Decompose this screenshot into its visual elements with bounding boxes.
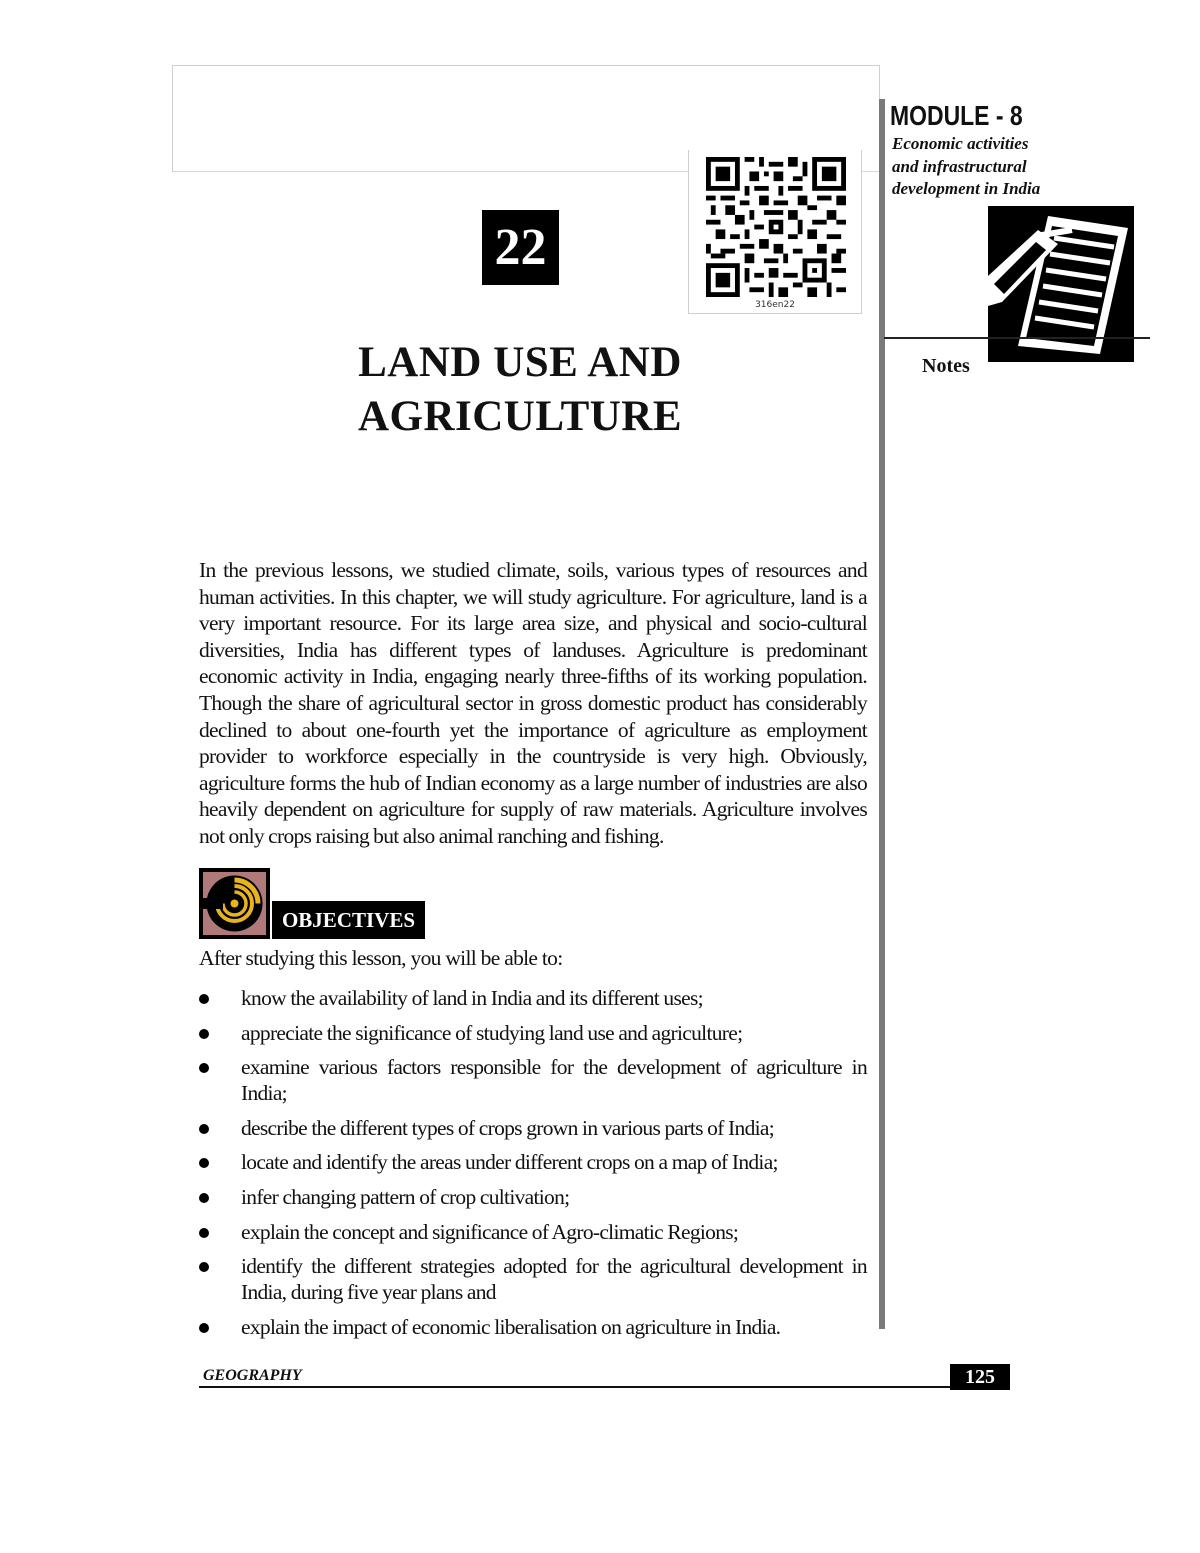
- objectives-target-icon: [199, 868, 270, 939]
- objective-item: [199, 1219, 867, 1245]
- objective-item: [199, 1149, 867, 1175]
- bullet-icon: [199, 1193, 209, 1203]
- objective-item: [199, 1253, 867, 1305]
- qr-code-label: 316en22: [755, 300, 795, 310]
- objective-text: describe the different types of crops grown in various parts of India;: [241, 1115, 775, 1140]
- chapter-title: [300, 336, 740, 444]
- module-subtitle-line-1: Economic activities: [892, 134, 1029, 153]
- bullet-icon: [199, 1158, 209, 1168]
- objective-text: explain the impact of economic liberalisation on agriculture in India.: [241, 1314, 781, 1339]
- objective-text: know the availability of land in India and its different uses;: [241, 986, 703, 1010]
- objective-text: examine various factors responsible for the development of agriculture in India;: [241, 1055, 867, 1106]
- module-subtitle-line-2: and infrastructural: [892, 156, 1027, 176]
- qr-code-icon: [706, 157, 846, 297]
- footer-subject: GEOGRAPHY: [203, 1367, 302, 1384]
- objective-item: [199, 1020, 867, 1046]
- bullet-icon: [199, 1063, 209, 1073]
- objective-item: [199, 1184, 867, 1210]
- bullet-icon: [199, 1228, 209, 1238]
- objective-item: [199, 1314, 867, 1340]
- chapter-title-line-2: AGRICULTURE: [357, 393, 683, 440]
- page-number: 125: [950, 1364, 1010, 1390]
- chapter-number: 22: [482, 210, 559, 285]
- objectives-intro: After studying this lesson, you will be able to:: [199, 946, 563, 970]
- objective-text: explain the concept and significance of Agro-climatic Regions;: [241, 1219, 739, 1244]
- bullet-icon: [199, 994, 209, 1004]
- bullet-icon: [199, 1029, 209, 1039]
- objective-text: locate and identify the areas under different crops on a map of India;: [241, 1150, 778, 1175]
- objectives-heading: OBJECTIVES: [272, 901, 425, 939]
- module-title: MODULE - 8: [890, 100, 1023, 131]
- objective-text: identify the different strategies adopted for the agricultural development in India, during five year plans and: [241, 1254, 867, 1305]
- bullet-icon: [199, 1323, 209, 1333]
- bullet-icon: [199, 1124, 209, 1134]
- bullet-icon: [199, 1262, 209, 1272]
- objectives-list: [199, 985, 867, 1348]
- module-subtitle-line-3: development in India: [892, 179, 1041, 198]
- module-subtitle: [892, 133, 1122, 201]
- qr-code-box: [688, 150, 862, 314]
- chapter-title-line-1: LAND USE AND: [358, 339, 682, 386]
- notes-rule: [884, 337, 1150, 339]
- objective-text: infer changing pattern of crop cultivation;: [241, 1184, 570, 1209]
- objective-item: [199, 1054, 867, 1106]
- objective-item: [199, 1115, 867, 1141]
- objective-item: [199, 985, 867, 1011]
- notes-label: Notes: [922, 355, 970, 377]
- intro-paragraph: In the previous lessons, we studied climate, soils, various types of resources and human activities. In this chapter, we will study agriculture. For agriculture, land is a very important resource. For its large area size, and physical and socio-cultural diversities, India has different types of landuses. Agriculture is predominant economic activity in India, engaging nearly three-fifths of its working population. Though the share of agricultural sector in gross domestic product has considerably declined to about one-fourth yet the importance of agriculture as employment provider to workforce especially in the countryside is very high. Obviously, agriculture forms the hub of Indian economy as a large number of industries are also heavily dependent on agriculture for supply of raw materials. Agriculture involves not only crops raising but also animal ranching and fishing.: [199, 558, 867, 848]
- footer-rule: [199, 1386, 1010, 1388]
- margin-rule: [879, 99, 885, 1329]
- objective-text: appreciate the significance of studying land use and agriculture;: [241, 1020, 743, 1045]
